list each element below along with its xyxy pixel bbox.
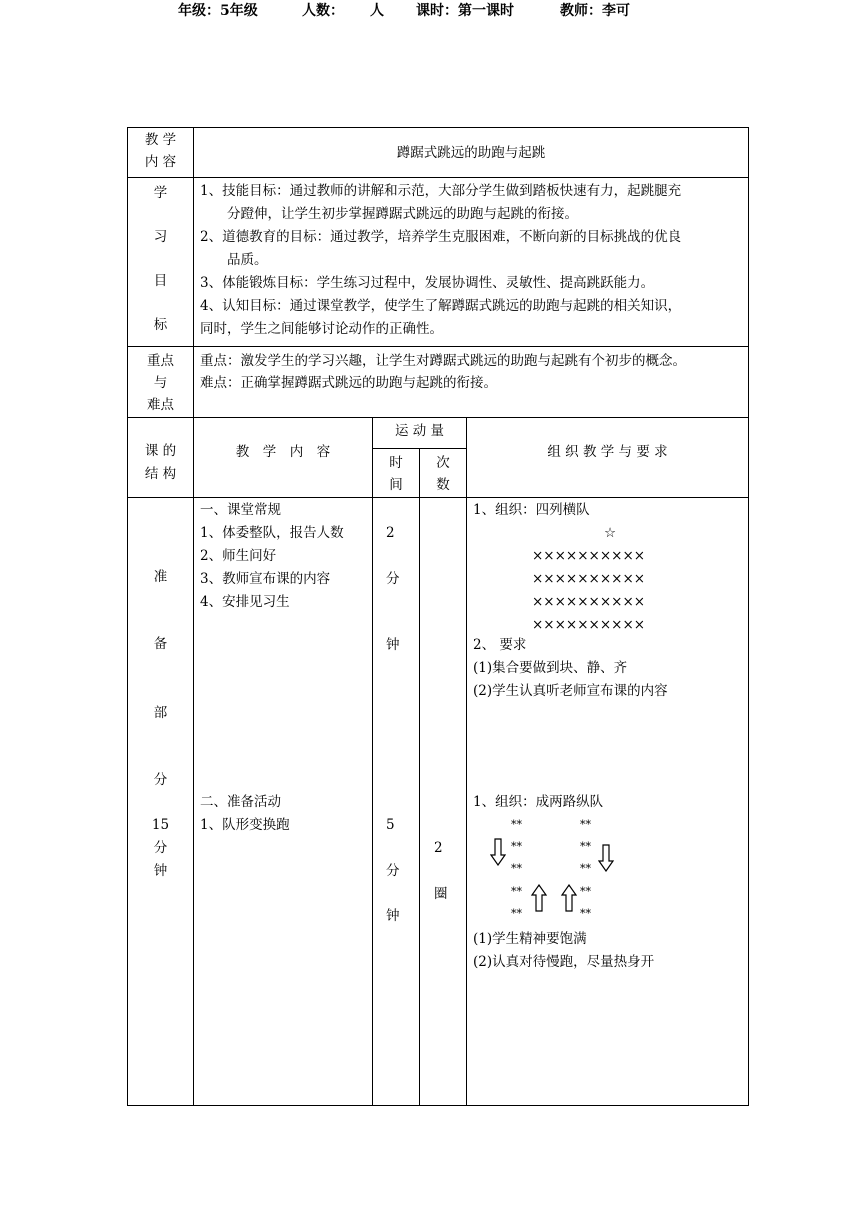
student-count-unit: 人 (370, 3, 384, 19)
prep-duration-line: 分 (153, 840, 168, 856)
keypoints-label-line: 难点 (147, 397, 174, 413)
time-header-line2: 间 (389, 477, 403, 493)
part2-org-title: 1、组织：成两路纵队 (473, 794, 604, 810)
part1-requirement: (2)学生认真听老师宣布课的内容 (473, 683, 668, 699)
arrow-down-icon (598, 844, 614, 872)
prep-duration-line: 15 (151, 817, 170, 833)
keypoints-label-line: 重点 (147, 353, 174, 369)
objectives-label-char: 学 (153, 185, 168, 201)
prep-label-char: 准 (153, 569, 168, 585)
objective-line: 分蹬伸，让学生初步掌握蹲踞式跳远的助跑与起跳的衔接。 (227, 206, 578, 222)
part2-count: 圈 (434, 886, 448, 902)
objective-line: 1、技能目标：通过教师的讲解和示范，大部分学生做到踏板快速有力，起跳腿充 (200, 183, 682, 199)
organization-header: 组 织 教 学 与 要 求 (547, 444, 668, 460)
structure-header-line2: 结 构 (144, 466, 177, 482)
part1-item: 1、体委整队，报告人数 (200, 525, 344, 541)
part1-time: 2 (386, 525, 395, 541)
pair-marker: ** (511, 818, 522, 831)
pair-marker: ** (511, 862, 522, 875)
pair-marker: ** (580, 885, 591, 898)
part1-title: 一、课堂常规 (200, 502, 281, 518)
part1-req-title: 2、 要求 (473, 637, 527, 653)
part1-item: 4、安排见习生 (200, 594, 290, 610)
pair-marker: ** (511, 907, 522, 920)
arrow-up-icon (531, 884, 547, 912)
teacher-label: 教师：李可 (560, 3, 630, 19)
arrow-up-icon (561, 884, 577, 912)
objectives-label-char: 习 (153, 229, 168, 245)
lesson-header (0, 0, 860, 22)
part1-requirement: (1)集合要做到块、静、齐 (473, 660, 628, 676)
structure-header-line1: 课 的 (144, 443, 177, 459)
pair-marker: ** (511, 840, 522, 853)
part2-requirement: (2)认真对待慢跑，尽量热身开 (473, 954, 655, 970)
count-header-line2: 数 (436, 477, 450, 493)
content-label-line2: 内 容 (144, 154, 177, 170)
load-header: 运 动 量 (394, 423, 445, 439)
pair-marker: ** (580, 862, 591, 875)
objective-line: 2、道德教育的目标：通过教学，培养学生克服困难，不断向新的目标挑战的优良 (200, 229, 682, 245)
formation-row: ×××××××××× (532, 617, 646, 633)
part2-count: 2 (434, 840, 443, 856)
part1-item: 2、师生问好 (200, 548, 277, 564)
prep-duration-line: 钟 (153, 863, 168, 879)
count-header-line1: 次 (436, 455, 450, 471)
part2-requirement: (1)学生精神要饱满 (473, 931, 587, 947)
prep-label-char: 备 (153, 636, 168, 652)
difficult-point: 难点：正确掌握蹲踞式跳远的助跑与起跳的衔接。 (200, 375, 497, 391)
objective-line: 品质。 (227, 252, 268, 268)
part1-org-title: 1、组织：四列横队 (473, 502, 590, 518)
objective-line: 4、认知目标：通过课堂教学，使学生了解蹲踞式跳远的助跑与起跳的相关知识， (200, 298, 682, 314)
part2-time: 5 (386, 817, 395, 833)
prep-label-char: 分 (153, 772, 168, 788)
objective-line: 同时，学生之间能够讨论动作的正确性。 (200, 321, 443, 337)
student-count-label: 人数： (302, 3, 344, 19)
part1-time: 分 (386, 571, 400, 587)
period-label: 课时：第一课时 (416, 3, 514, 19)
pair-marker: ** (580, 907, 591, 920)
objectives-label-char: 目 (153, 273, 168, 289)
pair-marker: ** (511, 885, 522, 898)
pair-marker: ** (580, 840, 591, 853)
part2-time: 分 (386, 863, 400, 879)
formation-row: ×××××××××× (532, 571, 646, 587)
part2-time: 钟 (386, 908, 400, 924)
grade-label: 年级：5年级 (178, 3, 258, 19)
teaching-content-header: 教 学 内 容 (235, 444, 331, 460)
content-label-line1: 教 学 (144, 132, 177, 148)
formation-row: ×××××××××× (532, 594, 646, 610)
keypoints-label-line: 与 (153, 375, 168, 391)
key-point: 重点：激发学生的学习兴趣，让学生对蹲踞式跳远的助跑与起跳有个初步的概念。 (200, 353, 686, 369)
part2-title: 二、准备活动 (200, 794, 281, 810)
part2-item: 1、队形变换跑 (200, 817, 290, 833)
prep-label-char: 部 (153, 705, 168, 721)
objectives-label-char: 标 (153, 317, 168, 333)
pair-marker: ** (580, 818, 591, 831)
lesson-topic: 蹲踞式跳远的助跑与起跳 (396, 145, 546, 161)
arrow-down-icon (490, 838, 506, 866)
formation-row: ×××××××××× (532, 548, 646, 564)
part1-item: 3、教师宣布课的内容 (200, 571, 331, 587)
objective-line: 3、体能锻炼目标：学生练习过程中，发展协调性、灵敏性、提高跳跃能力。 (200, 275, 655, 291)
teacher-star-icon: ☆ (603, 525, 617, 541)
part1-time: 钟 (386, 637, 400, 653)
time-header-line1: 时 (389, 455, 403, 471)
